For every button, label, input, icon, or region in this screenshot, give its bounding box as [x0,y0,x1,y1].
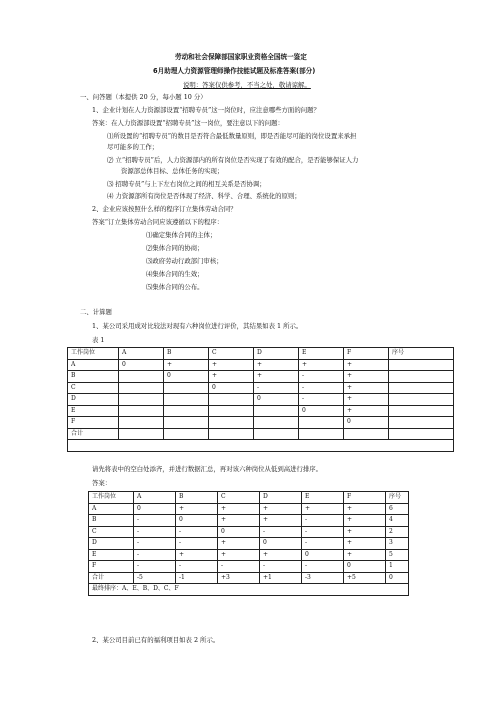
table2-cell: 6 [386,503,409,515]
table2-cell: +5 [344,572,386,584]
table2-cell: + [218,503,260,515]
table2-cell: - [134,526,176,538]
table2-cell: + [218,549,260,561]
table2-cell: 2 [386,526,409,538]
table2-cell: 0 [344,561,386,573]
table1-row [68,405,454,417]
final-order: 最终排序：A、E、B、D、C、F [89,584,409,596]
table1-cell [119,417,164,429]
table2-cell: - [134,561,176,573]
calc-question-2: 2、某公司目前已有的福利项目如表 2 所示。 [92,636,220,644]
table2-cell: D [89,538,134,550]
table1-cell: B [68,371,119,383]
table2-cell: + [176,503,218,515]
table1-cell [389,359,454,371]
table2-cell: - [302,515,344,527]
answer-1-item-1-cont: 尽可能多的工作； [107,143,159,151]
table2-row [89,561,409,573]
table2-cell: - [176,526,218,538]
table2-cell: 1 [386,561,409,573]
table1-cell: C [68,382,119,394]
table1-cell: + [299,359,344,371]
table1-header-cell: C [209,348,254,360]
table2-cell: - [218,561,260,573]
table1-cell [164,405,209,417]
calc-instruction: 请先将表中的空白处添齐，并进行数据汇总，再对该六种岗位从低到高进行排序。 [92,465,323,473]
table2-cell: - [134,515,176,527]
table1-blank-row [68,440,454,452]
table1-header-cell: E [299,348,344,360]
table2-cell: -3 [302,572,344,584]
table2-row [89,549,409,561]
table1-cell [209,428,254,440]
table2-cell: + [260,503,302,515]
table1-cell: + [344,382,389,394]
table2-cell: + [344,538,386,550]
table1-header-cell: B [164,348,209,360]
table2-row [89,515,409,527]
table1-cell [389,371,454,383]
table1-cell: F [68,417,119,429]
table1-cell: - [299,371,344,383]
table1-row [68,382,454,394]
answer-1-item-4: ⑷ 力资源部所有岗位是否体现了经济、科学、合理、系统化的原则； [107,192,301,200]
table1-cell: - [254,382,299,394]
table2-cell: - [176,538,218,550]
section1-heading: 一、问答题（本提供 20 分，每小题 10 分） [80,93,207,101]
table2-cell: + [176,549,218,561]
table1-cell [68,440,454,452]
table2-cell: - [176,561,218,573]
table1-cell: + [344,394,389,406]
table1-cell: 0 [119,359,164,371]
table1-cell [119,428,164,440]
table1-cell: 0 [299,405,344,417]
table1-row [68,394,454,406]
table1-cell: + [164,359,209,371]
table1-row [68,417,454,429]
table2-cell: + [344,503,386,515]
table1-cell: 0 [254,394,299,406]
table2-header-cell: 工作岗位 [89,492,134,504]
answer-1-item-1: ⑴所设置的“招聘专员”的数目是否符合最低数量原则，即是否能尽可能的岗位设置来承担 [107,132,357,140]
table2-header-cell: F [344,492,386,504]
answer-1-item-2-cont: 资源部总体目标、总体任务的实现； [121,167,224,175]
table-1 [67,347,454,452]
answer-label: 答案： [92,479,112,487]
table-2-answer [88,491,409,596]
table1-cell [164,428,209,440]
table1-cell [119,382,164,394]
table1-cell [344,428,389,440]
table1-cell [254,405,299,417]
table2-cell: 0 [302,549,344,561]
table1-cell: A [68,359,119,371]
table1-cell: + [254,371,299,383]
table1-cell [299,417,344,429]
table1-cell [389,417,454,429]
table2-cell: + [344,549,386,561]
answer-2-item-4: ⑷集体合同的生效； [146,270,204,278]
table2-cell: - [302,561,344,573]
table2-header-cell: C [218,492,260,504]
table2-cell: C [89,526,134,538]
answer-2-item-1: ⑴确定集体合同的主体； [146,231,217,239]
table1-caption: 表 1 [92,336,105,344]
section2-heading: 二、计算题 [80,308,112,316]
table1-cell: + [254,359,299,371]
table1-header-row [68,348,454,360]
table2-cell: 4 [386,515,409,527]
table1-cell: 0 [344,417,389,429]
table2-cell: + [218,538,260,550]
table1-header-cell: D [254,348,299,360]
table2-cell: + [344,526,386,538]
table1-cell [254,428,299,440]
table2-cell: + [260,515,302,527]
answer-1-item-3: ⑶ 招聘专员”与上下左右岗位之间的相互关系是否协调； [107,180,266,188]
table1-cell: - [299,382,344,394]
table2-cell: 0 [218,526,260,538]
table2-cell: + [302,503,344,515]
table2-cell: 3 [386,538,409,550]
table2-cell: F [89,561,134,573]
table1-cell: - [299,394,344,406]
question-1: 1、企业计划在人力资源部设置“招聘专员”这一岗位时，应注意哪些方面的问题？ [92,106,320,114]
table2-cell: A [89,503,134,515]
table1-cell [119,371,164,383]
table1-cell [209,405,254,417]
table2-cell: -5 [134,572,176,584]
table1-cell [389,428,454,440]
table2-header-cell: B [176,492,218,504]
calc-question-1: 1、某公司采用成对比较法对现有六种岗位进行评价，其结果如表 1 所示。 [92,322,303,330]
answer-2-intro: 答案“订立集体劳动合同应该遵循以下的程序： [92,218,224,226]
table2-cell: - [260,561,302,573]
table2-row [89,526,409,538]
table1-cell: + [344,405,389,417]
answer-2-item-5: ⑸集体合同的公布。 [146,283,204,291]
table1-cell: + [209,371,254,383]
table2-header-cell: D [260,492,302,504]
table1-cell [389,394,454,406]
table1-cell [119,394,164,406]
table1-header-cell: 工作岗位 [68,348,119,360]
table1-cell: 0 [209,382,254,394]
table2-cell: B [89,515,134,527]
table2-cell: E [89,549,134,561]
table1-header-cell: F [344,348,389,360]
table1-total-row [68,428,454,440]
table2-cell: + [218,515,260,527]
table2-cell: + [344,515,386,527]
table1-cell [209,394,254,406]
table2-header-row [89,492,409,504]
doc-title-line2: 6月助理人力资源管理师操作技能试题及标准答案(部分) [153,67,316,75]
answer-1-item-2: ⑵ 立“招聘专员”后，人力资源部内的所有岗位是否实现了有效的配合，是否能够保证人力 [107,156,359,164]
table2-cell: - [134,549,176,561]
table1-cell [164,382,209,394]
table1-header-cell: A [119,348,164,360]
table1-cell [209,417,254,429]
table1-cell: + [209,359,254,371]
table2-total-row [89,572,409,584]
table1-cell [119,405,164,417]
doc-title-line1: 劳动和社会保障部国家职业资格全国统一鉴定 [175,53,307,61]
answer-2-item-3: ⑶政府劳动行政部门审核； [146,257,223,265]
answer-2-item-2: ⑵集体合同的协商； [146,244,204,252]
table1-total-label: 合计 [68,428,119,440]
table2-row [89,503,409,515]
doc-note: 说明：答案仅供参考，不当之处，敬请谅解。 [183,81,311,89]
table2-cell: 0 [260,538,302,550]
table2-header-cell: A [134,492,176,504]
table2-cell: +3 [218,572,260,584]
table2-header-cell: 序号 [386,492,409,504]
answer-1-intro: 答案：在人力资源部设置“招聘专员”这一岗位，要注意以下的问题： [92,119,284,127]
table1-cell: D [68,394,119,406]
table1-cell: E [68,405,119,417]
table2-cell: - [134,538,176,550]
table1-cell: + [344,371,389,383]
table2-cell: 合计 [89,572,134,584]
table2-cell: 0 [176,515,218,527]
table1-cell [389,382,454,394]
table2-cell: 0 [386,572,409,584]
table1-cell [299,428,344,440]
table1-cell [164,417,209,429]
table2-cell: 5 [386,549,409,561]
table2-cell: +1 [260,572,302,584]
table1-cell [389,405,454,417]
table1-row [68,371,454,383]
table2-cell: + [260,549,302,561]
table1-cell: + [344,359,389,371]
table1-cell: 0 [164,371,209,383]
question-2: 2、企业应该按照什么样的程序订立集体劳动合同？ [92,205,237,213]
table2-header-cell: E [302,492,344,504]
table2-row [89,538,409,550]
table2-cell: - [302,538,344,550]
table1-cell [254,417,299,429]
table2-cell: - [302,526,344,538]
table2-cell: - [260,526,302,538]
table1-cell [164,394,209,406]
table1-header-cell: 序号 [389,348,454,360]
table2-cell: -1 [176,572,218,584]
table2-cell: 0 [134,503,176,515]
table2-final-order-row [89,584,409,596]
table1-row [68,359,454,371]
